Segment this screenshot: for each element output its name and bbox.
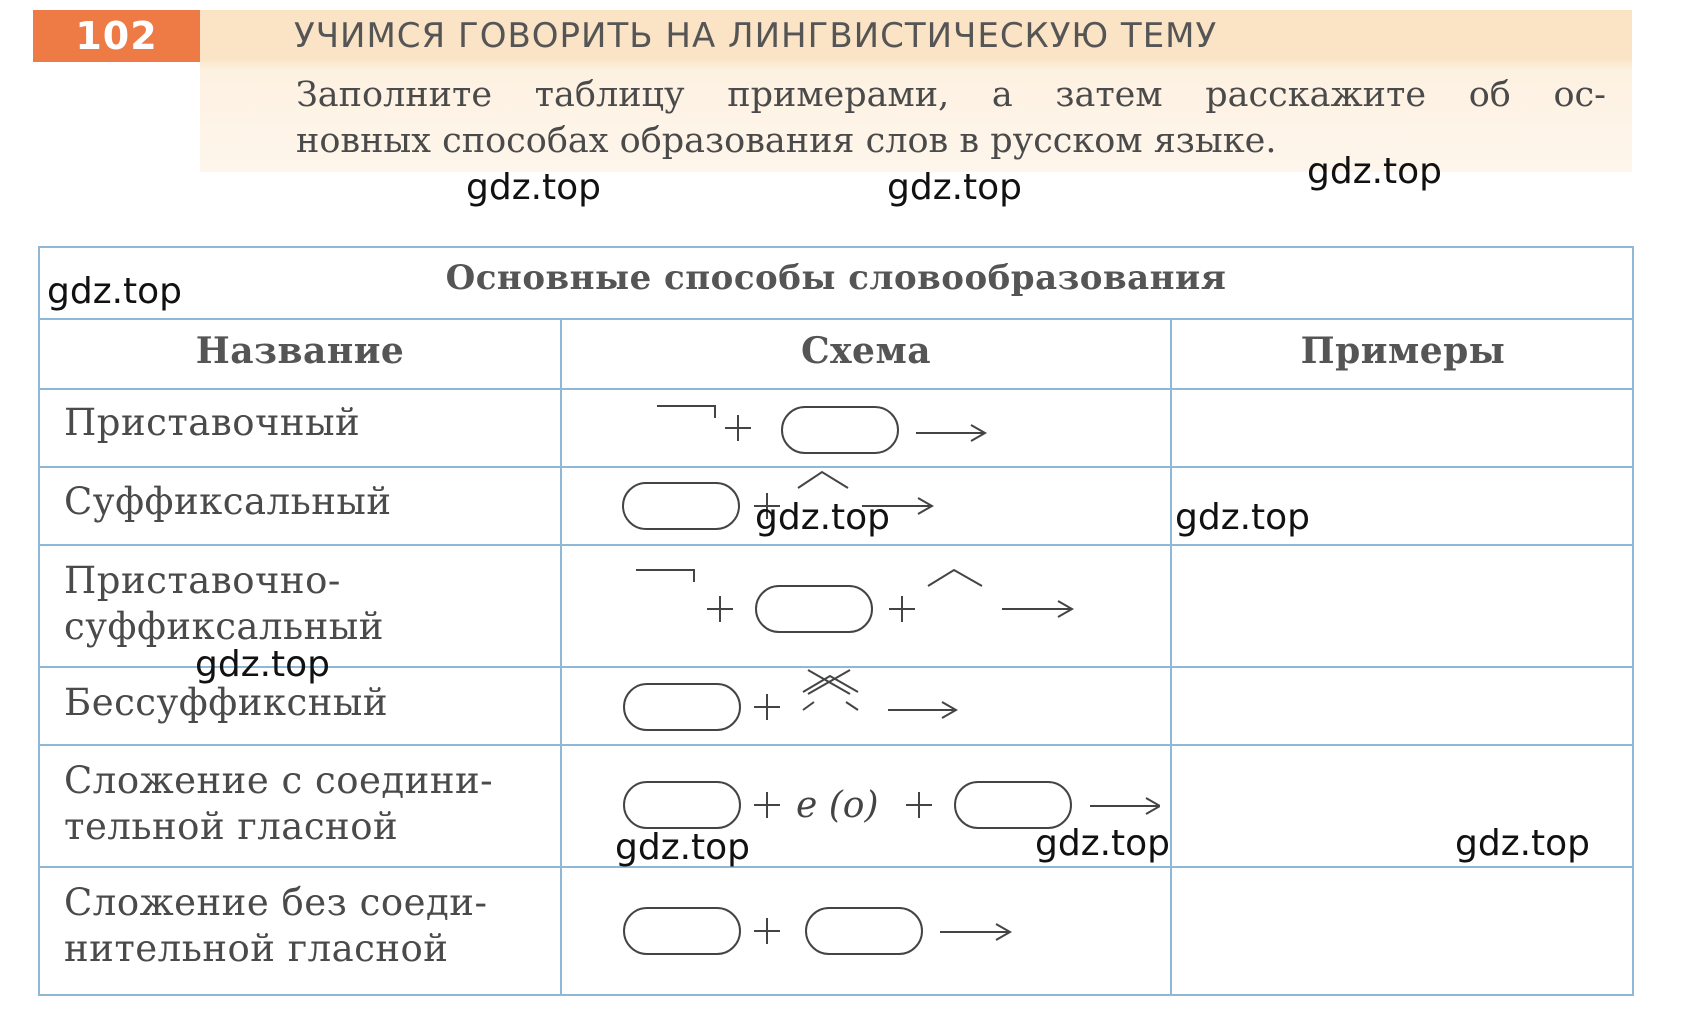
- scheme-prefix-suffix: [600, 544, 1160, 666]
- watermark: gdz.top: [1175, 497, 1311, 538]
- table-divider: [40, 318, 1632, 320]
- table-column-divider: [1170, 318, 1172, 996]
- column-header-scheme: Схема: [800, 330, 932, 372]
- column-header-examples: Примеры: [1300, 330, 1506, 372]
- plus-sign-icon: [754, 694, 780, 720]
- row-name-compound-vowel: [64, 758, 493, 850]
- root-sign-icon: [806, 908, 922, 954]
- root-sign-icon: [624, 908, 740, 954]
- row-name-line: Сложение с соедини-: [64, 759, 494, 802]
- task-line-2: новных способах образования слов в русском языке.: [296, 121, 1277, 161]
- watermark: gdz.top: [1455, 823, 1591, 864]
- root-sign-icon: [624, 782, 740, 828]
- row-name-prefix: Приставочный: [64, 401, 361, 444]
- column-header-name: Название: [195, 330, 405, 372]
- watermark: gdz.top: [1307, 151, 1443, 192]
- scheme-prefix: [600, 388, 1160, 466]
- watermark: gdz.top: [466, 167, 602, 208]
- root-sign-icon: [623, 483, 739, 529]
- watermark: gdz.top: [195, 644, 331, 685]
- section-title: УЧИМСЯ ГОВОРИТЬ НА ЛИНГВИСТИЧЕСКУЮ ТЕМУ: [294, 16, 1218, 56]
- root-sign-icon: [624, 684, 740, 730]
- root-sign-icon: [782, 407, 898, 453]
- table-caption: Основные способы словообразования: [445, 258, 1227, 298]
- scheme-zero-suffix: [600, 666, 1160, 744]
- plus-sign-icon: [889, 596, 915, 622]
- arrow-icon: [888, 702, 956, 718]
- suffix-sign-icon: [798, 472, 848, 488]
- exercise-number-badge: 102: [33, 10, 200, 62]
- plus-sign-icon: [725, 415, 751, 441]
- row-name-line: нительной гласной: [64, 927, 449, 970]
- arrow-icon: [940, 924, 1010, 940]
- arrow-icon: [1090, 798, 1160, 814]
- zero-suffix-sign-icon: [803, 670, 858, 710]
- arrow-icon: [1002, 601, 1072, 617]
- row-name-prefix-suffix: [64, 558, 384, 650]
- arrow-icon: [916, 425, 985, 441]
- root-sign-icon: [756, 586, 872, 632]
- row-name-line: Приставочно-: [64, 559, 341, 602]
- row-name-compound-no-vowel: [64, 880, 487, 972]
- suffix-sign-icon: [928, 570, 982, 586]
- row-name-line: суффиксальный: [64, 605, 384, 648]
- connecting-vowel-label: е (о): [796, 785, 879, 826]
- row-name-zero-suffix: Бессуффиксный: [64, 681, 388, 724]
- watermark: gdz.top: [1035, 823, 1171, 864]
- scheme-compound-no-vowel: [600, 866, 1160, 996]
- word-formation-table: [38, 246, 1634, 996]
- row-name-line: Сложение без соеди-: [64, 881, 488, 924]
- root-sign-icon: [955, 782, 1071, 828]
- watermark: gdz.top: [755, 497, 891, 538]
- watermark: gdz.top: [47, 271, 183, 312]
- row-name-line: тельной гласной: [64, 805, 399, 848]
- table-column-divider: [560, 318, 562, 996]
- watermark: gdz.top: [615, 827, 751, 868]
- plus-sign-icon: [707, 596, 733, 622]
- plus-sign-icon: [906, 792, 932, 818]
- watermark: gdz.top: [887, 167, 1023, 208]
- plus-sign-icon: [754, 918, 780, 944]
- row-name-suffix: Суффиксальный: [64, 480, 392, 523]
- plus-sign-icon: [754, 792, 780, 818]
- task-line-1: Заполните таблицу примерами, а затем расскажите об ос-: [296, 75, 1606, 115]
- prefix-sign-icon: [636, 570, 694, 582]
- prefix-sign-icon: [657, 406, 715, 418]
